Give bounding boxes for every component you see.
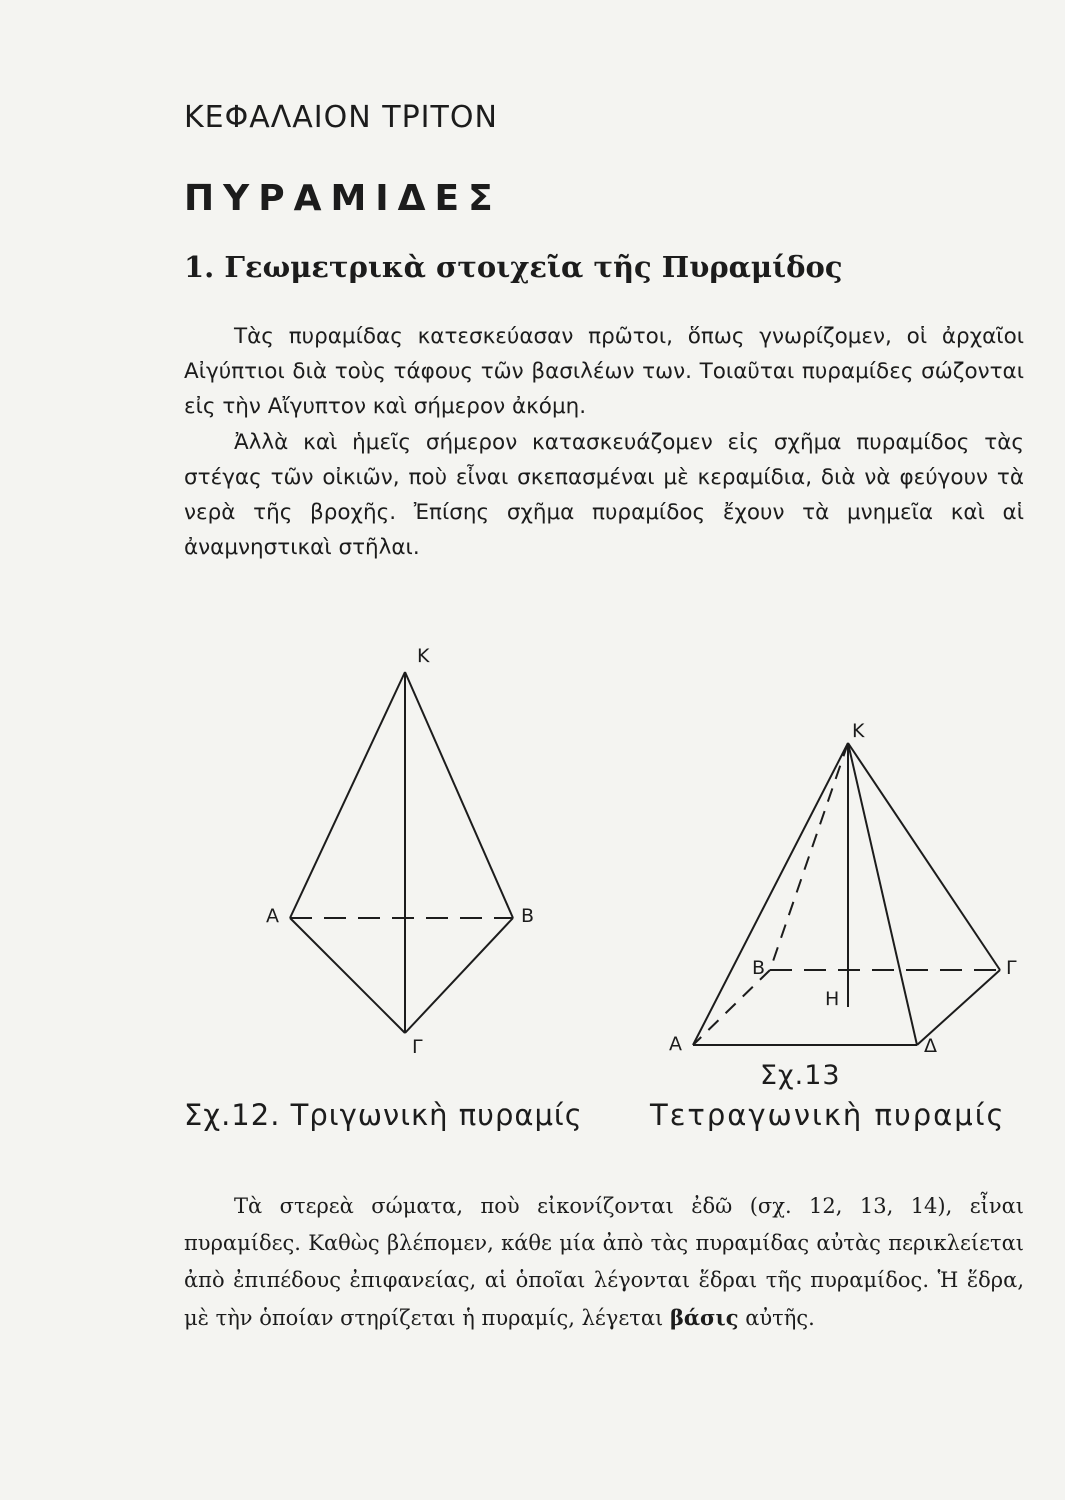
label-a-fig12: Α <box>266 905 279 927</box>
label-g-fig12: Γ <box>412 1036 423 1058</box>
figure-13-number: Σχ.13 <box>760 1060 841 1091</box>
section-title: 1. Γεωμετρικὰ στοιχεῖα τῆς Πυραμίδος <box>184 250 843 284</box>
label-d-fig13: Δ <box>924 1035 937 1057</box>
label-k-fig12: Κ <box>417 645 430 667</box>
edge-kd <box>848 743 917 1045</box>
paragraph-2-text: Ἀλλὰ καὶ ἡμεῖς σήμερον κατασκευάζομεν εἰς σχῆμα πυραμίδος τὰς στέγας τῶν οἰκιῶν, ποὺ εἶναι σκεπασμέναι μὲ κεραμίδια, διὰ νὰ φεύγουν τὰ νερὰ τῆς βροχῆς. Ἐπίσης σχῆμα πυραμίδος ἔχουν τὰ μνημεῖα καὶ αἱ ἀναμνηστικαὶ στῆλαι. <box>184 430 1024 560</box>
label-a-fig13: Α <box>669 1033 682 1055</box>
paragraph-3 <box>184 1188 1024 1337</box>
figure-13-caption: Τετραγωνικὴ πυραμίς <box>650 1098 1006 1132</box>
label-b-fig13: Β <box>752 957 766 979</box>
paragraph-3-ending: αὐτῆς. <box>745 1306 815 1330</box>
edge-kb-hidden <box>770 743 848 970</box>
edge-kb <box>405 672 513 918</box>
paragraph-3-text: Τὰ στερεὰ σώματα, ποὺ εἰκονίζονται ἐδῶ (σχ. 12, 13, 14), εἶναι πυραμίδες. Καθὼς βλέπομεν, κάθε μία ἀπὸ τὰς πυραμίδας αὐτὰς περικλείεται ἀπὸ ἐπιπέδους ἐπιφανείας, αἱ ὁποῖαι λέγονται ἕδραι τῆς πυραμίδος. Ἡ ἕδρα, μὲ τὴν ὁποίαν στηρίζεται ἡ πυραμίς, λέγεται <box>184 1194 1024 1330</box>
edge-dg <box>917 970 1000 1045</box>
edge-ag <box>290 918 405 1033</box>
edge-kg <box>848 743 1000 970</box>
chapter-heading: ΚΕΦΑΛΑΙΟΝ ΤΡΙΤΟΝ <box>184 100 498 135</box>
label-b-fig12: Β <box>521 905 535 927</box>
edge-ka <box>290 672 405 918</box>
term-basis: βάσις <box>669 1305 739 1330</box>
part-title: ΠΥΡΑΜΙΔΕΣ <box>184 178 502 219</box>
figure-12-triangular-pyramid <box>290 672 513 1033</box>
figure-12-caption: Σχ.12. Τριγωνικὴ πυραμίς <box>184 1098 583 1132</box>
label-h-fig13: Η <box>825 988 840 1010</box>
figure-13-square-pyramid <box>693 743 1000 1045</box>
label-k-fig13: Κ <box>852 720 865 742</box>
paragraph-1-text: Τὰς πυραμίδας κατεσκεύασαν πρῶτοι, ὅπως γνωρίζομεν, οἱ ἀρχαῖοι Αἰγύπτιοι διὰ τοὺς τάφους τῶν βασιλέων των. Τοιαῦται πυραμίδες σώζονται εἰς τὴν Αἴγυπτον καὶ σήμερον ἀκόμη. <box>184 324 1024 419</box>
edge-ba-hidden <box>693 970 770 1045</box>
edge-bg <box>405 918 513 1033</box>
label-g-fig13: Γ <box>1006 957 1017 979</box>
